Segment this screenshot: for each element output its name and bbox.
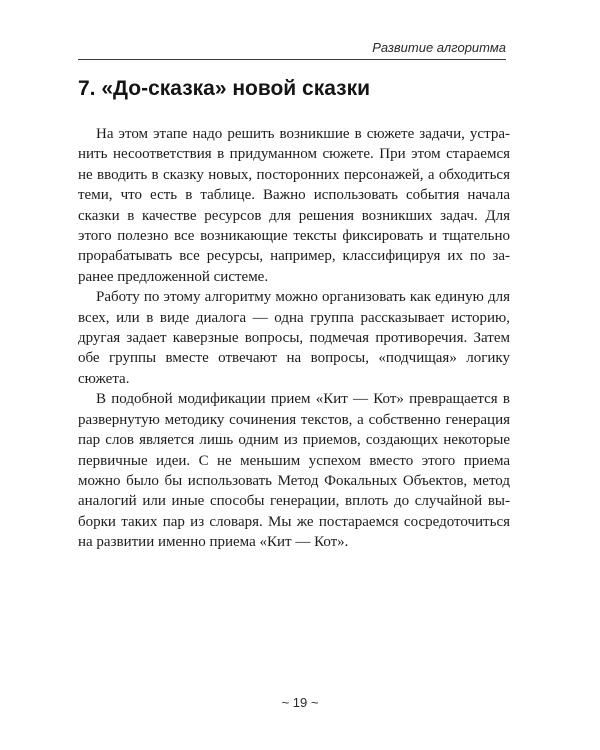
body-text: [78, 124, 510, 553]
chapter-title: 7. «До-сказка» новой сказки: [78, 77, 371, 100]
paragraph: На этом этапе надо решить возникшие в сюжете задачи, устранить несоответствия в придуманном сюжете. При этом стараемся не вводить в сказку новых, посторонних персонажей, а обходиться теми, что есть в таблице. Важно использовать события начала сказки в качестве ресурсов для решения возникших задач. Для этого полезно все возникающие тексты фиксировать и тщательно прорабатывать все ресурсы, например, классифицируя их по заранее предложенной системе.: [78, 126, 510, 285]
paragraph: В подобной модификации прием «Кит — Кот» превращается в развернутую методику сочинения текстов, а собственно генерация пар слов является лишь одним из приемов, создающих некоторые первичные идеи. С не меньшим успехом вместо этого приема можно было бы использовать Метод Фокальных Объектов, метод аналогий или иные способы генерации, вплоть до случайной выборки таких пар из словаря. Мы же постараемся сосредоточиться на развитии именно приема «Кит — Кот».: [78, 391, 510, 551]
paragraph: Работу по этому алгоритму можно организовать как единую для всех, или в виде диалога — одна группа рассказывает историю, другая задает каверзные вопросы, подмечая противоречия. Затем обе группы вместе отвечают на вопросы, «подчищая» логику сюжета.: [78, 289, 510, 387]
page-number: ~ 19 ~: [281, 695, 319, 710]
running-head-title: Развитие алгоритма: [372, 40, 506, 55]
header-rule: [78, 59, 506, 60]
